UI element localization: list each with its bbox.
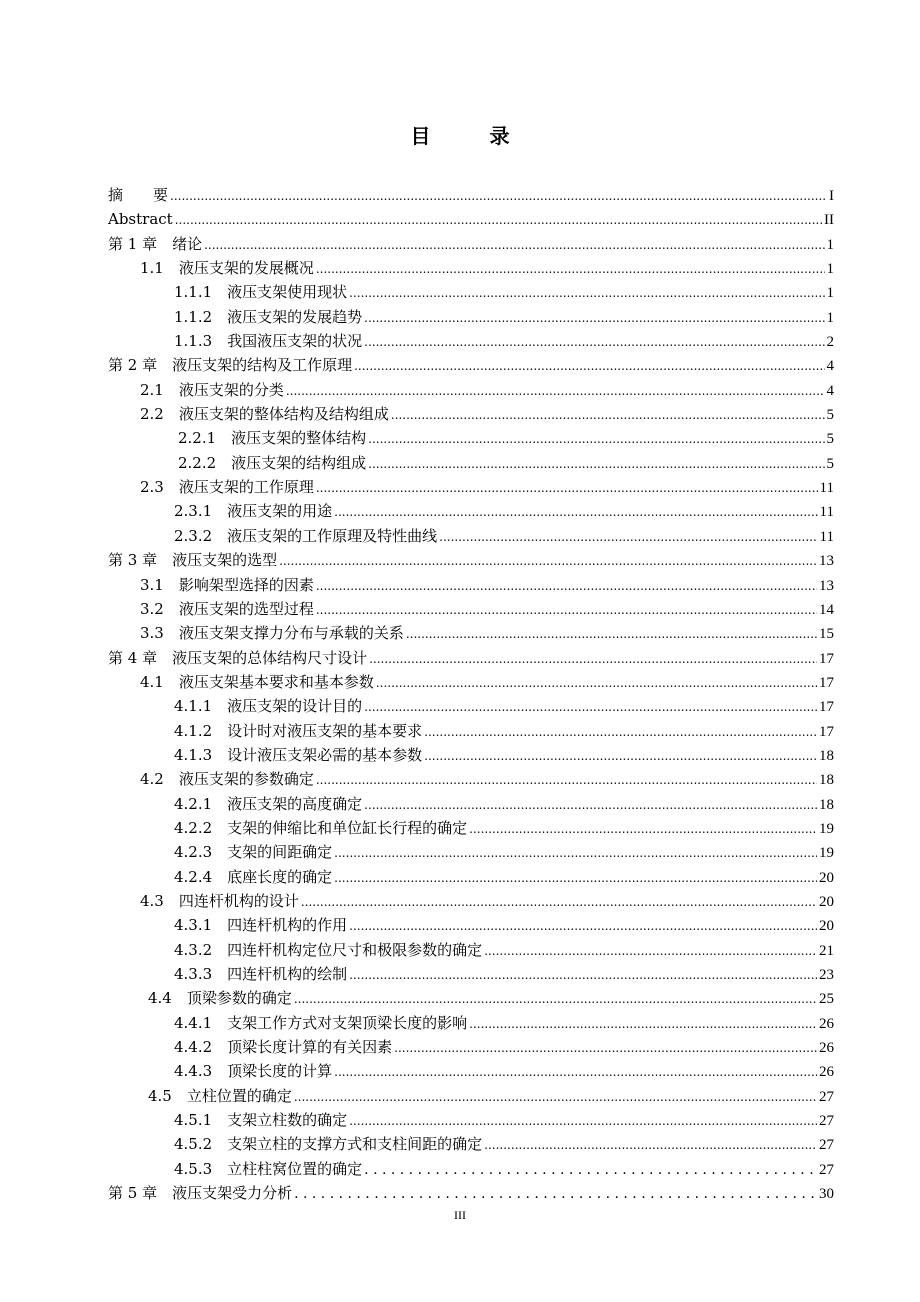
toc-entry-page: 17: [819, 723, 834, 740]
table-of-contents: [108, 183, 834, 1205]
toc-entry-2-2-2[interactable]: [108, 451, 834, 475]
toc-title: 目 录: [410, 124, 536, 148]
toc-entry-4-5-1[interactable]: [108, 1108, 834, 1132]
toc-entry-label: 4.1.2 设计时对液压支架的基本要求: [174, 721, 423, 740]
toc-entry-page: 18: [819, 747, 834, 764]
toc-entry-label: 1.1.3 我国液压支架的状况: [174, 332, 363, 351]
toc-entry-label: 3.3 液压支架支撑力分布与承载的关系: [140, 624, 404, 643]
toc-entry-page: 27: [819, 1088, 834, 1105]
toc-entry-page: 1: [826, 285, 834, 302]
toc-entry-page: 4: [826, 358, 834, 375]
toc-entry-label: 4.2 液压支架的参数确定: [140, 770, 314, 789]
dot-leader: [369, 647, 817, 671]
toc-entry-chapter-3[interactable]: [108, 548, 834, 572]
dot-leader: [439, 525, 817, 549]
toc-entry-label: 3.1 影响架型选择的因素: [140, 575, 314, 594]
dot-leader: [286, 379, 825, 403]
dot-leader: [354, 354, 824, 378]
toc-entry-label: 2.1 液压支架的分类: [140, 380, 284, 399]
toc-entry-label: 4.5.1 支架立柱数的确定: [174, 1111, 348, 1130]
toc-entry-label: 2.3.2 液压支架的工作原理及特性曲线: [174, 526, 438, 545]
toc-entry-chapter-5[interactable]: [108, 1181, 834, 1205]
dot-leader: [376, 671, 817, 695]
dot-leader: [316, 574, 817, 598]
dot-leader: [279, 549, 817, 573]
toc-entry-4-2-4[interactable]: [108, 865, 834, 889]
toc-entry-page: 1: [826, 261, 834, 278]
toc-entry-1-1-1[interactable]: [108, 280, 834, 304]
toc-entry-page: 14: [819, 601, 834, 618]
toc-entry-page: 27: [819, 1161, 834, 1178]
dot-leader: [294, 1085, 817, 1109]
dot-leader: [368, 452, 824, 476]
toc-entry-label: 4.5.3 立柱柱窝位置的确定: [174, 1159, 363, 1178]
toc-entry-page: 20: [819, 918, 834, 935]
dot-leader: [316, 476, 818, 500]
dot-leader: [368, 427, 824, 451]
toc-entry-page: 23: [819, 967, 834, 983]
toc-entry-2-3-2[interactable]: [108, 524, 834, 548]
toc-entry-4-1-1[interactable]: [108, 694, 834, 718]
toc-entry-page: II: [824, 212, 834, 229]
dot-leader: [484, 1133, 817, 1157]
toc-entry-label: 第 5 章 液压支架受力分析: [108, 1184, 293, 1203]
toc-entry-page: 25: [819, 991, 834, 1008]
toc-entry-label: 2.3.1 液压支架的用途: [174, 502, 333, 521]
toc-entry-label: 3.2 液压支架的选型过程: [140, 599, 314, 618]
toc-entry-page: 26: [819, 1015, 834, 1032]
dot-leader: [334, 866, 817, 890]
toc-entry-3-3[interactable]: [108, 621, 834, 645]
toc-entry-page: 15: [819, 626, 834, 643]
toc-entry-label: 4.4 顶梁参数的确定: [148, 989, 292, 1008]
toc-entry-label: 4.3.2 四连杆机构定位尺寸和极限参数的确定: [174, 940, 483, 959]
dot-leader: [364, 793, 817, 817]
toc-entry-chapter-2[interactable]: [108, 353, 834, 377]
toc-entry-4-4[interactable]: [108, 986, 834, 1010]
toc-entry-page: 5: [826, 407, 834, 424]
dot-leader: [349, 1109, 817, 1133]
toc-entry-3-1[interactable]: [108, 573, 834, 597]
toc-entry-label: 4.1 液压支架基本要求和基本参数: [140, 672, 374, 691]
toc-entry-4-4-1[interactable]: [108, 1011, 834, 1035]
toc-entry-label: 4.5.2 支架立柱的支撑方式和支柱间距的确定: [174, 1135, 483, 1154]
toc-entry-label: 4.2.4 底座长度的确定: [174, 867, 333, 886]
toc-entry-label: 4.3 四连杆机构的设计: [140, 891, 299, 910]
toc-entry-label: 第 3 章 液压支架的选型: [108, 551, 278, 570]
dot-leader: [301, 890, 817, 914]
toc-entry-label: 4.2.3 支架的间距确定: [174, 843, 333, 862]
toc-entry-4-1-3[interactable]: [108, 743, 834, 767]
toc-entry-4-4-3[interactable]: [108, 1059, 834, 1083]
toc-entry-label: 4.4.2 顶梁长度计算的有关因素: [174, 1038, 393, 1057]
toc-entry-chapter-4[interactable]: [108, 646, 834, 670]
toc-entry-3-2[interactable]: [108, 597, 834, 621]
toc-entry-label: 4.3.1 四连杆机构的作用: [174, 916, 348, 935]
toc-entry-label: 第 2 章 液压支架的结构及工作原理: [108, 356, 353, 375]
toc-entry-page: 18: [819, 772, 834, 789]
dot-leader: [316, 768, 817, 792]
toc-entry-page: 27: [819, 1113, 834, 1130]
toc-entry-2-3[interactable]: [108, 475, 834, 499]
toc-entry-abstract-cn[interactable]: [108, 183, 834, 207]
toc-entry-label: 4.2.2 支架的伸缩比和单位缸长行程的确定: [174, 818, 468, 837]
toc-entry-2-2-1[interactable]: [108, 426, 834, 450]
page-number-footer: III: [454, 1208, 466, 1222]
toc-entry-page: I: [829, 188, 834, 204]
toc-entry-label: 第 4 章 液压支架的总体结构尺寸设计: [108, 648, 368, 667]
toc-entry-label: 2.3 液压支架的工作原理: [140, 478, 314, 497]
toc-entry-label: 4.1.1 液压支架的设计目的: [174, 697, 363, 716]
dot-leader: [334, 500, 817, 524]
toc-entry-page: 21: [819, 942, 834, 959]
toc-entry-page: 5: [826, 431, 834, 448]
toc-entry-4-2-3[interactable]: [108, 840, 834, 864]
toc-entry-2-3-1[interactable]: [108, 499, 834, 523]
dot-leader: [349, 281, 824, 305]
toc-entry-page: 26: [819, 1064, 834, 1081]
toc-entry-page: 26: [819, 1040, 834, 1057]
toc-entry-4-5-3[interactable]: [108, 1157, 834, 1181]
toc-entry-4-4-2[interactable]: [108, 1035, 834, 1059]
toc-entry-4-1[interactable]: [108, 670, 834, 694]
toc-entry-label: Abstract: [108, 210, 173, 229]
dot-leader: [170, 184, 827, 208]
dot-leader: [334, 1060, 817, 1084]
dot-leader: [349, 914, 817, 938]
toc-entry-4-3-2[interactable]: [108, 938, 834, 962]
toc-entry-page: 30: [819, 1186, 834, 1203]
toc-entry-page: 17: [819, 699, 834, 716]
toc-entry-1-1-3[interactable]: [108, 329, 834, 353]
toc-entry-page: 2: [826, 334, 834, 351]
toc-entry-4-5[interactable]: [108, 1084, 834, 1108]
dot-leader: [394, 1036, 817, 1060]
toc-entry-4-3[interactable]: [108, 889, 834, 913]
toc-entry-label: 摘 要: [108, 186, 169, 204]
dot-leader: [349, 963, 817, 987]
toc-entry-page: 20: [819, 869, 834, 886]
dot-leader: [364, 306, 824, 330]
toc-entry-1-1[interactable]: [108, 256, 834, 280]
dot-leader: [391, 403, 825, 427]
toc-entry-4-1-2[interactable]: [108, 719, 834, 743]
toc-entry-label: 2.2 液压支架的整体结构及结构组成: [140, 405, 389, 424]
toc-entry-1-1-2[interactable]: [108, 305, 834, 329]
toc-entry-4-5-2[interactable]: [108, 1132, 834, 1156]
toc-entry-label: 2.2.2 液压支架的结构组成: [178, 453, 367, 472]
toc-entry-page: 4: [826, 382, 834, 399]
toc-entry-label: 1.1 液压支架的发展概况: [140, 259, 314, 278]
toc-entry-page: 1: [826, 309, 834, 326]
dot-leader: [364, 695, 817, 719]
dot-leader: [469, 817, 817, 841]
toc-entry-abstract-en[interactable]: [108, 207, 834, 231]
toc-entry-page: 11: [819, 528, 834, 545]
dot-leader: [364, 330, 824, 354]
dot-leader: [424, 744, 817, 768]
toc-entry-4-2-2[interactable]: [108, 816, 834, 840]
toc-entry-label: 4.2.1 液压支架的高度确定: [174, 794, 363, 813]
toc-entry-label: 4.1.3 设计液压支架必需的基本参数: [174, 745, 423, 764]
toc-entry-page: 19: [819, 845, 834, 862]
toc-entry-page: 13: [819, 553, 834, 570]
toc-entry-page: 11: [819, 504, 834, 521]
toc-entry-4-3-3[interactable]: [108, 962, 834, 986]
toc-entry-page: 19: [819, 820, 834, 837]
toc-entry-2-2[interactable]: [108, 402, 834, 426]
toc-entry-4-2[interactable]: [108, 767, 834, 791]
toc-entry-page: 13: [819, 577, 834, 594]
dot-leader: [406, 622, 817, 646]
toc-entry-label: 4.4.1 支架工作方式对支架顶梁长度的影响: [174, 1013, 468, 1032]
dot-leader: [204, 233, 824, 257]
toc-entry-label: 2.2.1 液压支架的整体结构: [178, 429, 367, 448]
toc-entry-page: 20: [819, 893, 834, 910]
dot-leader: [316, 257, 825, 281]
toc-entry-page: 18: [819, 796, 834, 813]
dot-leader: [364, 1158, 817, 1182]
dot-leader: [334, 841, 817, 865]
toc-entry-page: 1: [826, 236, 834, 253]
dot-leader: [294, 987, 817, 1011]
dot-leader: [316, 598, 817, 622]
toc-entry-page: 5: [826, 455, 834, 472]
dot-leader: [424, 720, 817, 744]
dot-leader: [175, 208, 822, 232]
toc-entry-label: 1.1.2 液压支架的发展趋势: [174, 307, 363, 326]
toc-entry-4-3-1[interactable]: [108, 913, 834, 937]
dot-leader: [469, 1012, 817, 1036]
dot-leader: [294, 1182, 817, 1206]
toc-entry-4-2-1[interactable]: [108, 792, 834, 816]
toc-entry-label: 4.3.3 四连杆机构的绘制: [174, 965, 348, 983]
toc-entry-chapter-1[interactable]: [108, 232, 834, 256]
toc-entry-page: 17: [819, 674, 834, 691]
toc-entry-page: 17: [819, 650, 834, 667]
toc-entry-label: 1.1.1 液压支架使用现状: [174, 283, 348, 302]
toc-entry-label: 第 1 章 绪论: [108, 234, 203, 253]
toc-entry-page: 27: [819, 1137, 834, 1154]
dot-leader: [484, 939, 817, 963]
toc-entry-label: 4.4.3 顶梁长度的计算: [174, 1062, 333, 1081]
toc-entry-page: 11: [819, 480, 834, 497]
toc-entry-label: 4.5 立柱位置的确定: [148, 1086, 292, 1105]
toc-entry-2-1[interactable]: [108, 378, 834, 402]
